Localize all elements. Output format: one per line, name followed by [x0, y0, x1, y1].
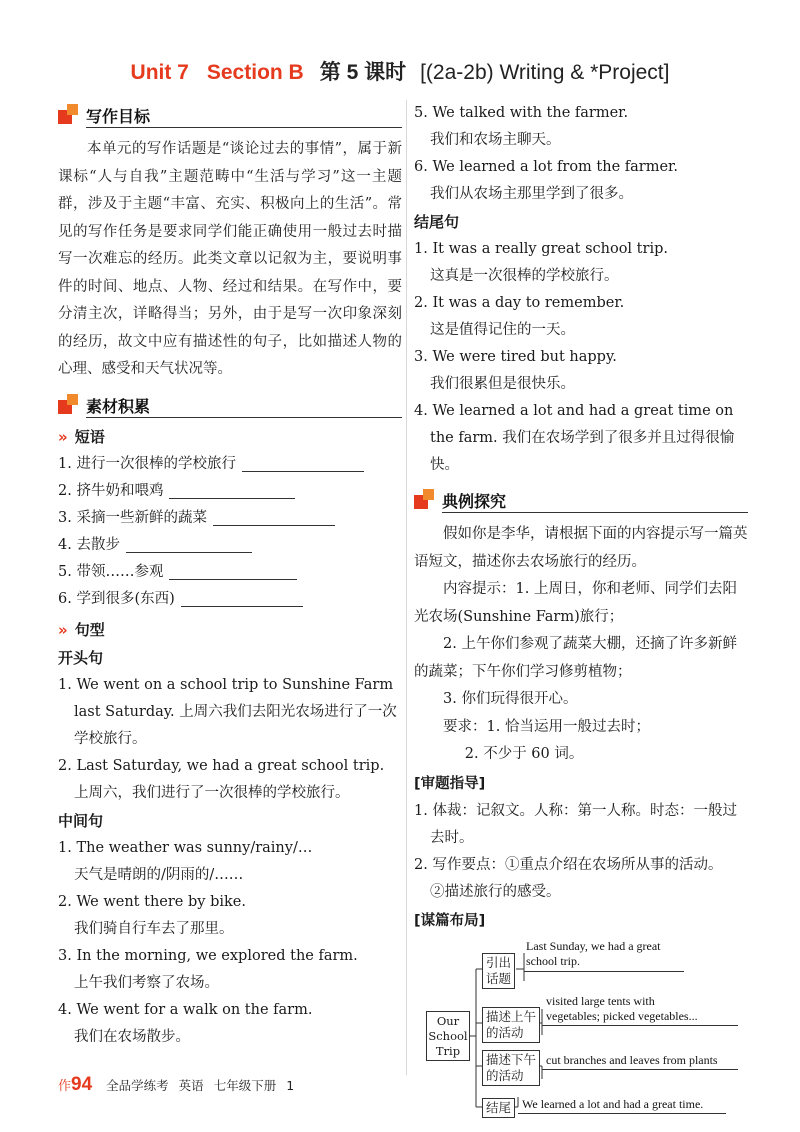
section-marker-icon	[58, 394, 78, 414]
section-label: Section B	[206, 61, 304, 84]
section-marker-icon	[414, 489, 434, 509]
mind-map-node: 描述上午 的活动	[482, 1007, 540, 1043]
phrase-item: 1. 进行一次很棒的学校旅行	[58, 451, 402, 478]
sentences-title: 句型	[74, 620, 105, 639]
sentence-item: 6. We learned a lot from the farmer. 我们从农场主那里学到了很多。	[414, 159, 678, 202]
phrases-header	[58, 426, 402, 447]
example-req-2: 2. 不少于 60 词。	[464, 746, 584, 762]
mind-map-node: 结尾	[482, 1098, 515, 1118]
mind-map-underline	[542, 1025, 738, 1026]
mind-map-note: visited large tents with vegetables; picked vegetables...	[546, 993, 698, 1023]
writing-goal-header	[58, 100, 402, 130]
phrase-item: 4. 去散步	[58, 532, 402, 559]
grade-name: 七年级下册	[213, 1078, 277, 1093]
sentence-item: 2. We went there by bike. 我们骑自行车去了那里。	[58, 893, 246, 937]
answer-blank[interactable]	[126, 537, 252, 553]
subtitle-label: [(2a-2b) Writing & *Project]	[420, 61, 670, 84]
writing-goal-text: 本单元的写作话题是“谈论过去的事情”，属于新课标“人与自我”主题范畴中“生活与学习”这一主题群，涉及于主题“丰富、充实、积极向上的生活”。常见的写作任务是要求同学们能正确使用一般过去时描写一次难忘的经历。此类文章以记叙为主，要说明事件的时间、地点、人物、经过和结果。在写作中，要分清主次，详略得当；另外，由于是写一次印象深刻的经历，故文中应有描述性的句子，比如描述人物的心理、感受和天气状况等。	[58, 141, 402, 377]
answer-blank[interactable]	[169, 564, 297, 580]
phrase-item: 2. 挤牛奶和喂鸡	[58, 478, 402, 505]
page-footer	[58, 1074, 294, 1100]
chevron-icon: »	[58, 427, 65, 446]
sentence-item: 2. Last Saturday, we had a great school trip. 上周六，我们进行了一次很棒的学校旅行。	[58, 757, 385, 801]
mind-map	[414, 939, 748, 1124]
chevron-icon: »	[58, 620, 65, 639]
example-hint-1: 内容提示：1. 上周日，你和老师、同学们去阳光农场(Sunshine Farm)旅行；	[414, 581, 737, 625]
mind-map-center: Our School Trip	[426, 1011, 470, 1061]
sentence-item: 2. It was a day to remember. 这是值得记住的一天。	[414, 295, 625, 338]
page-title	[0, 56, 800, 86]
mind-map-underline	[524, 971, 684, 972]
opening-title: 开头句	[58, 648, 104, 667]
sentence-item: 1. We went on a school trip to Sunshine Farm last Saturday. 上周六我们去阳光农场进行了一次学校旅行。	[58, 676, 397, 747]
right-column	[414, 100, 748, 1124]
page-number: 94	[71, 1074, 93, 1095]
review-item-2b: ②描述旅行的感受。	[430, 883, 561, 900]
column-divider	[406, 100, 407, 1075]
answer-blank[interactable]	[181, 591, 303, 607]
review-title: [审题指导]	[414, 775, 486, 792]
footer-prefix: 作	[58, 1079, 72, 1094]
example-hint-3: 3. 你们玩得很开心。	[443, 691, 578, 707]
mind-map-note: Last Sunday, we had a great school trip.	[526, 938, 661, 968]
subject-name: 英语	[178, 1078, 204, 1093]
sentence-item: 1. The weather was sunny/rainy/… 天气是晴朗的/阴雨的/……	[58, 839, 313, 883]
answer-blank[interactable]	[169, 483, 295, 499]
materials-title: 素材积累	[86, 396, 151, 416]
book-name: 全品学练考	[106, 1078, 169, 1093]
sentence-item: 5. We talked with the farmer. 我们和农场主聊天。	[414, 105, 629, 148]
mind-map-note: We learned a lot and had a great time.	[522, 1096, 704, 1111]
phrase-item: 6. 学到很多(东西)	[58, 586, 402, 613]
answer-blank[interactable]	[242, 456, 364, 472]
phrase-item: 5. 带领……参观	[58, 559, 402, 586]
sentence-item: 4. We went for a walk on the farm. 我们在农场散步。	[58, 1001, 313, 1045]
phrase-item: 3. 采摘一些新鲜的蔬菜	[58, 505, 402, 532]
mind-map-underline	[542, 1069, 738, 1070]
review-item-1: 1. 体裁：记叙文。人称：第一人称。时态：一般过去时。	[414, 802, 737, 846]
mind-map-node: 引出 话题	[482, 953, 515, 989]
mind-map-note: cut branches and leaves from plants	[546, 1052, 718, 1067]
middle-title: 中间句	[58, 811, 104, 830]
layout-title: [谋篇布局]	[414, 912, 486, 929]
mind-map-underline	[518, 1113, 726, 1114]
sentence-item: 3. We were tired but happy. 我们很累但是很快乐。	[414, 349, 617, 392]
left-column	[58, 100, 402, 1051]
sentence-item: 4. We learned a lot and had a great time on the farm. 我们在农场学到了很多并且过得很愉快。	[414, 403, 735, 473]
answer-blank[interactable]	[213, 510, 335, 526]
materials-header	[58, 390, 402, 420]
example-title: 典例探究	[442, 492, 507, 511]
unit-label: Unit 7	[130, 61, 189, 84]
footer-num: 1	[286, 1078, 295, 1093]
writing-goal-title: 写作目标	[86, 107, 151, 126]
lesson-label: 第 5 课时	[319, 61, 407, 84]
sentences-header	[58, 619, 402, 640]
example-header	[414, 485, 748, 515]
example-prompt: 假如你是李华，请根据下面的内容提示写一篇英语短文，描述你去农场旅行的经历。	[414, 526, 748, 570]
phrases-title: 短语	[74, 427, 105, 446]
mind-map-node: 描述下午 的活动	[482, 1050, 540, 1086]
example-req-1: 要求：1. 恰当运用一般过去时；	[443, 718, 650, 735]
review-item-2: 2. 写作要点：①重点介绍在农场所从事的活动。	[414, 856, 723, 873]
section-marker-icon	[58, 104, 78, 124]
ending-title: 结尾句	[414, 213, 460, 231]
sentence-item: 1. It was a really great school trip. 这真是一次很棒的学校旅行。	[414, 241, 668, 284]
example-hint-2: 2. 上午你们参观了蔬菜大棚，还摘了许多新鲜的蔬菜；下午你们学习修剪植物；	[414, 636, 737, 680]
sentence-item: 3. In the morning, we explored the farm. 上午我们考察了农场。	[58, 947, 358, 991]
